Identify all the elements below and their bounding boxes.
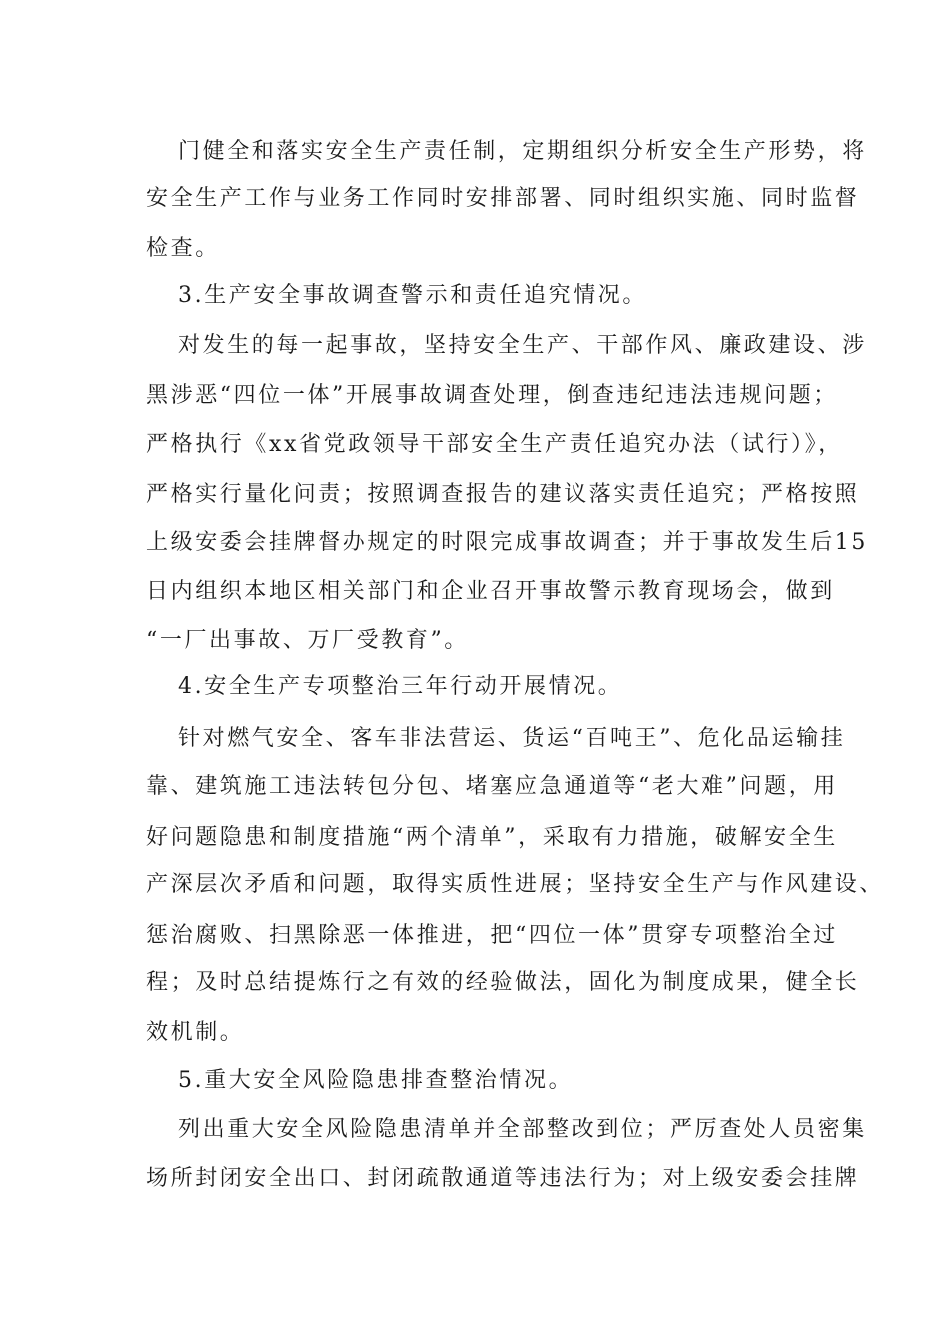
text-line: 黑涉恶“四位一体”开展事故调查处理，倒查违纪违法违规问题； xyxy=(146,383,838,408)
text-line: 针对燃气安全、客车非法营运、货运“百吨王”、危化品运输挂 xyxy=(178,726,846,751)
text-line: 安全生产工作与业务工作同时安排部署、同时组织实施、同时监督 xyxy=(146,186,860,211)
text-line: 列出重大安全风险隐患清单并全部整改到位；严厉查处人员密集 xyxy=(178,1117,867,1142)
text-line: 惩治腐败、扫黑除恶一体推进，把“四位一体”贯穿专项整治全过 xyxy=(146,923,838,948)
text-line: 好问题隐患和制度措施“两个清单”，采取有力措施，破解安全生 xyxy=(146,825,838,850)
text-line: “一厂出事故、万厂受教育”。 xyxy=(146,628,469,653)
text-line: 严格实行量化问责；按照调查报告的建议落实责任追究；严格按照 xyxy=(146,482,860,507)
text-line: 上级安委会挂牌督办规定的时限完成事故调查；并于事故发生后15 xyxy=(146,530,868,555)
section-heading: 4.安全生产专项整治三年行动开展情况。 xyxy=(178,674,623,699)
section-heading: 3.生产安全事故调查警示和责任追究情况。 xyxy=(178,283,647,308)
text-line: 对发生的每一起事故，坚持安全生产、干部作风、廉政建设、涉 xyxy=(178,333,867,358)
text-line: 程；及时总结提炼行之有效的经验做法，固化为制度成果，健全长 xyxy=(146,970,860,995)
text-line: 日内组织本地区相关部门和企业召开事故警示教育现场会，做到 xyxy=(146,579,835,604)
text-line: 效机制。 xyxy=(146,1020,245,1045)
text-line: 产深层次矛盾和问题，取得实质性进展；坚持安全生产与作风建设、 xyxy=(146,872,885,897)
text-line: 严格执行《xx省党政领导干部安全生产责任追究办法（试行）》， xyxy=(146,432,843,457)
text-line: 门健全和落实安全生产责任制，定期组织分析安全生产形势，将 xyxy=(178,139,867,164)
text-line: 靠、建筑施工违法转包分包、堵塞应急通道等“老大难”问题，用 xyxy=(146,774,838,799)
text-line: 场所封闭安全出口、封闭疏散通道等违法行为；对上级安委会挂牌 xyxy=(146,1166,860,1191)
section-heading: 5.重大安全风险隐患排查整治情况。 xyxy=(178,1068,574,1093)
text-line: 检查。 xyxy=(146,236,220,261)
